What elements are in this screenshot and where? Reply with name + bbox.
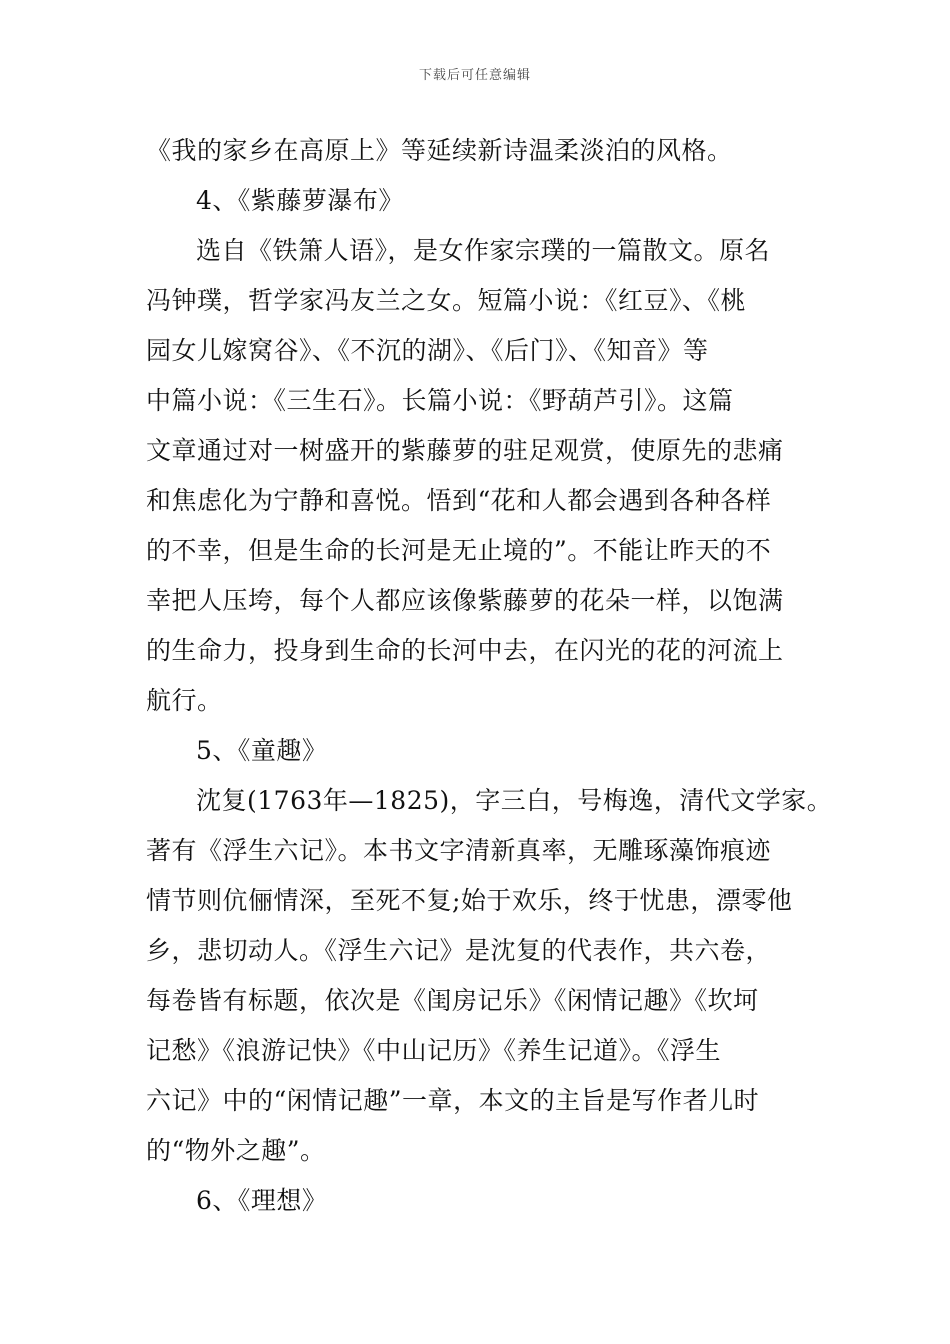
text-line: 冯钟璞，哲学家冯友兰之女。短篇小说：《红豆》、《桃: [146, 286, 747, 315]
text-line: 的不幸，但是生命的长河是无止境的”。不能让昨天的不: [146, 536, 772, 565]
text-line: 乡，悲切动人。《浮生六记》是沈复的代表作，共六卷，: [146, 936, 772, 965]
text-line: 记愁》《浪游记快》《中山记历》《养生记道》。《浮生: [146, 1036, 722, 1065]
text-line: 和焦虑化为宁静和喜悦。悟到“花和人都会遇到各种各样: [146, 486, 772, 515]
text-line: 《我的家乡在高原上》等延续新诗温柔淡泊的风格。: [146, 136, 733, 165]
text-line: 六记》中的“闲情记趣”一章，本文的主旨是写作者儿时: [146, 1086, 760, 1115]
text-line: 文章通过对一树盛开的紫藤萝的驻足观赏，使原先的悲痛: [146, 436, 784, 465]
text-line: 的“物外之趣”。: [146, 1136, 326, 1165]
text-line: 航行。: [146, 686, 223, 715]
section-heading: 5、《童趣》: [196, 736, 328, 765]
text-line: 中篇小说：《三生石》。长篇小说：《野葫芦引》。这篇: [146, 386, 734, 415]
document-body: [146, 126, 833, 1226]
text-line: 著有《浮生六记》。本书文字清新真率，无雕琢藻饰痕迹: [146, 836, 772, 865]
text-line: 园女儿嫁窝谷》、《不沉的湖》、《后门》、《知音》等: [146, 336, 709, 365]
text-line: 选自《铁箫人语》，是女作家宗璞的一篇散文。原名: [196, 236, 771, 265]
text-line: 的生命力，投身到生命的长河中去，在闪光的花的河流上: [146, 636, 784, 665]
page-header: 下载后可任意编辑: [418, 68, 531, 83]
section-heading: 6、《理想》: [196, 1186, 328, 1215]
text-line: 情节则伉俪情深，至死不复;始于欢乐，终于忧患，漂零他: [146, 886, 793, 915]
text-line: 每卷皆有标题，依次是《闺房记乐》《闲情记趣》《坎坷: [146, 986, 759, 1015]
text-line: 沈复(1763年—1825)，字三白，号梅逸，清代文学家。: [196, 786, 833, 815]
section-heading: 4、《紫藤萝瀑布》: [196, 186, 404, 215]
text-line: 幸把人压垮，每个人都应该像紫藤萝的花朵一样，以饱满: [146, 586, 784, 615]
